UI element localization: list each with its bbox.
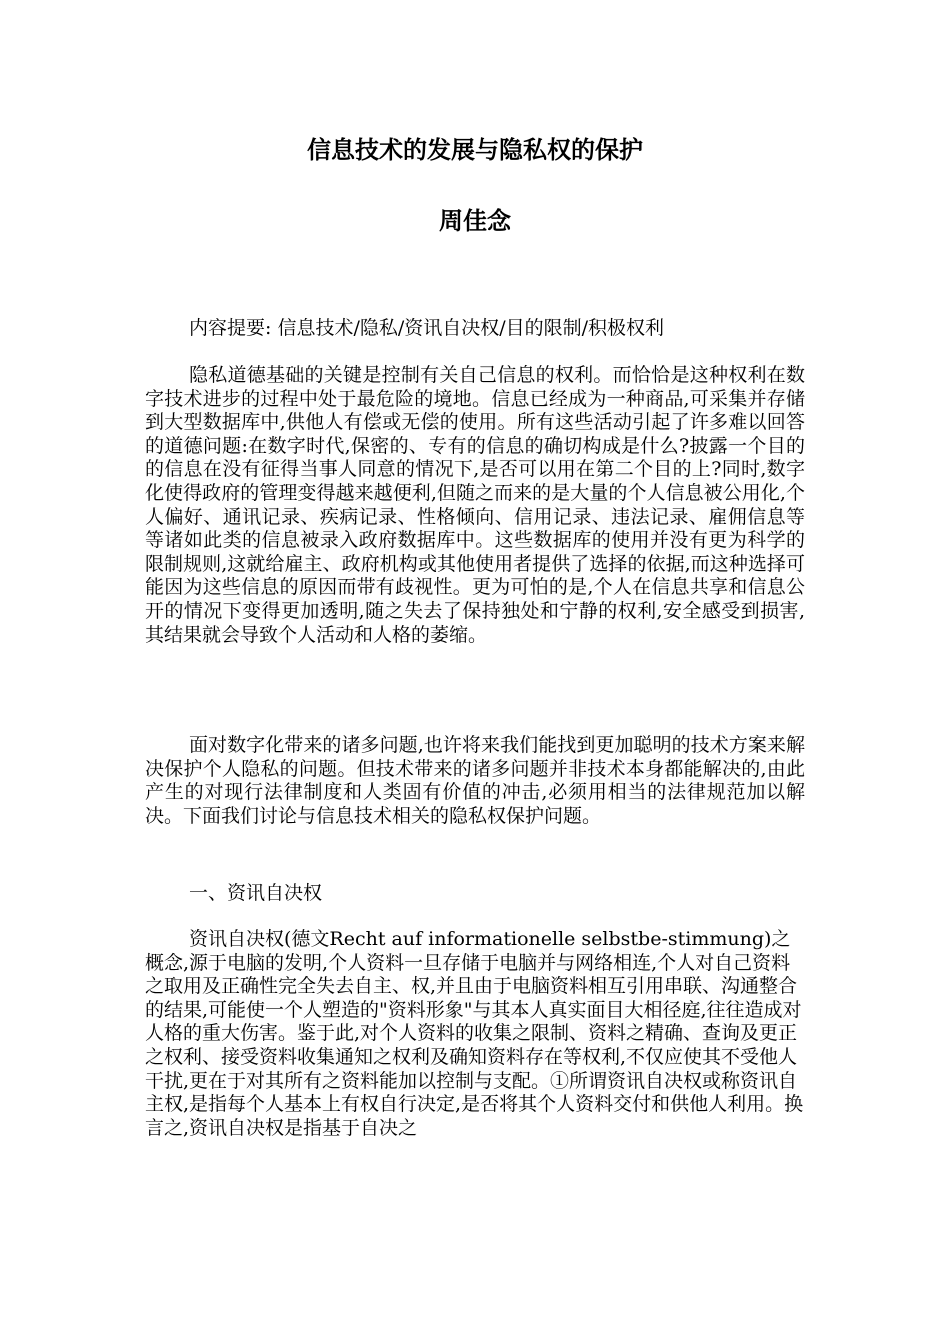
section-paragraph: 资讯自决权(德文Recht auf informationelle selbstbe-stimmung)之概念,源于电脑的发明,个人资料一旦存储于电脑并与网络相连,个人对自己资料之取用及正确性完全失去自主、权,并且由于电脑资料相互引用串联、沟通整合的结果,可能使一个人塑造的"资料形象"与其本人真实面目大相径庭,往往造成对人格的重大伤害。鉴于此,对个人资料的收集之限制、资料之精确、查询及更正之权利、接受资料收集通知之权利及确知资料存在等权利,不仅应使其不受他人干扰,更在于对其所有之资料能加以控制与支配。①所谓资讯自决权或称资讯自主权,是指每个人基本上有权自行决定,是否将其个人资料交付和供他人利用。换言之,资讯自决权是指基于自决之 [145,928,804,1139]
section-heading: 一、资讯自决权 [189,882,323,904]
body-paragraph: 面对数字化带来的诸多问题,也许将来我们能找到更加聪明的技术方案来解决保护个人隐私的问题。但技术带来的诸多问题并非技术本身都能解决的,由此产生的对现行法律制度和人类固有价值的冲击,必须用相当的法律规范加以解决。下面我们讨论与信息技术相关的隐私权保护问题。 [145,734,805,827]
abstract-keywords: 内容提要: 信息技术/隐私/资讯自决权/目的限制/积极权利 [189,317,665,339]
document-title: 信息技术的发展与隐私权的保护 [307,136,643,164]
document-author: 周佳念 [439,207,511,235]
body-paragraph: 隐私道德基础的关键是控制有关自己信息的权利。而恰恰是这种权利在数字技术进步的过程中处于最危险的境地。信息已经成为一种商品,可采集并存储到大型数据库中,供他人有偿或无偿的使用。所有这些活动引起了许多难以回答的道德问题:在数字时代,保密的、专有的信息的确切构成是什么?披露一个目的的信息在没有征得当事人同意的情况下,是否可以用在第二个目的上?同时,数字化使得政府的管理变得越来越便利,但随之而来的是大量的个人信息被公用化,个人偏好、通讯记录、疾病记录、性格倾向、信用记录、违法记录、雇佣信息等等诸如此类的信息被录入政府数据库中。这些数据库的使用并没有更为科学的限制规则,这就给雇主、政府机构或其他使用者提供了选择的依据,而这种选择可能因为这些信息的原因而带有歧视性。更为可怕的是,个人在信息共享和信息公开的情况下变得更加透明,随之失去了保持独处和宁静的权利,安全感受到损害,其结果就会导致个人活动和人格的萎缩。 [145,364,805,646]
